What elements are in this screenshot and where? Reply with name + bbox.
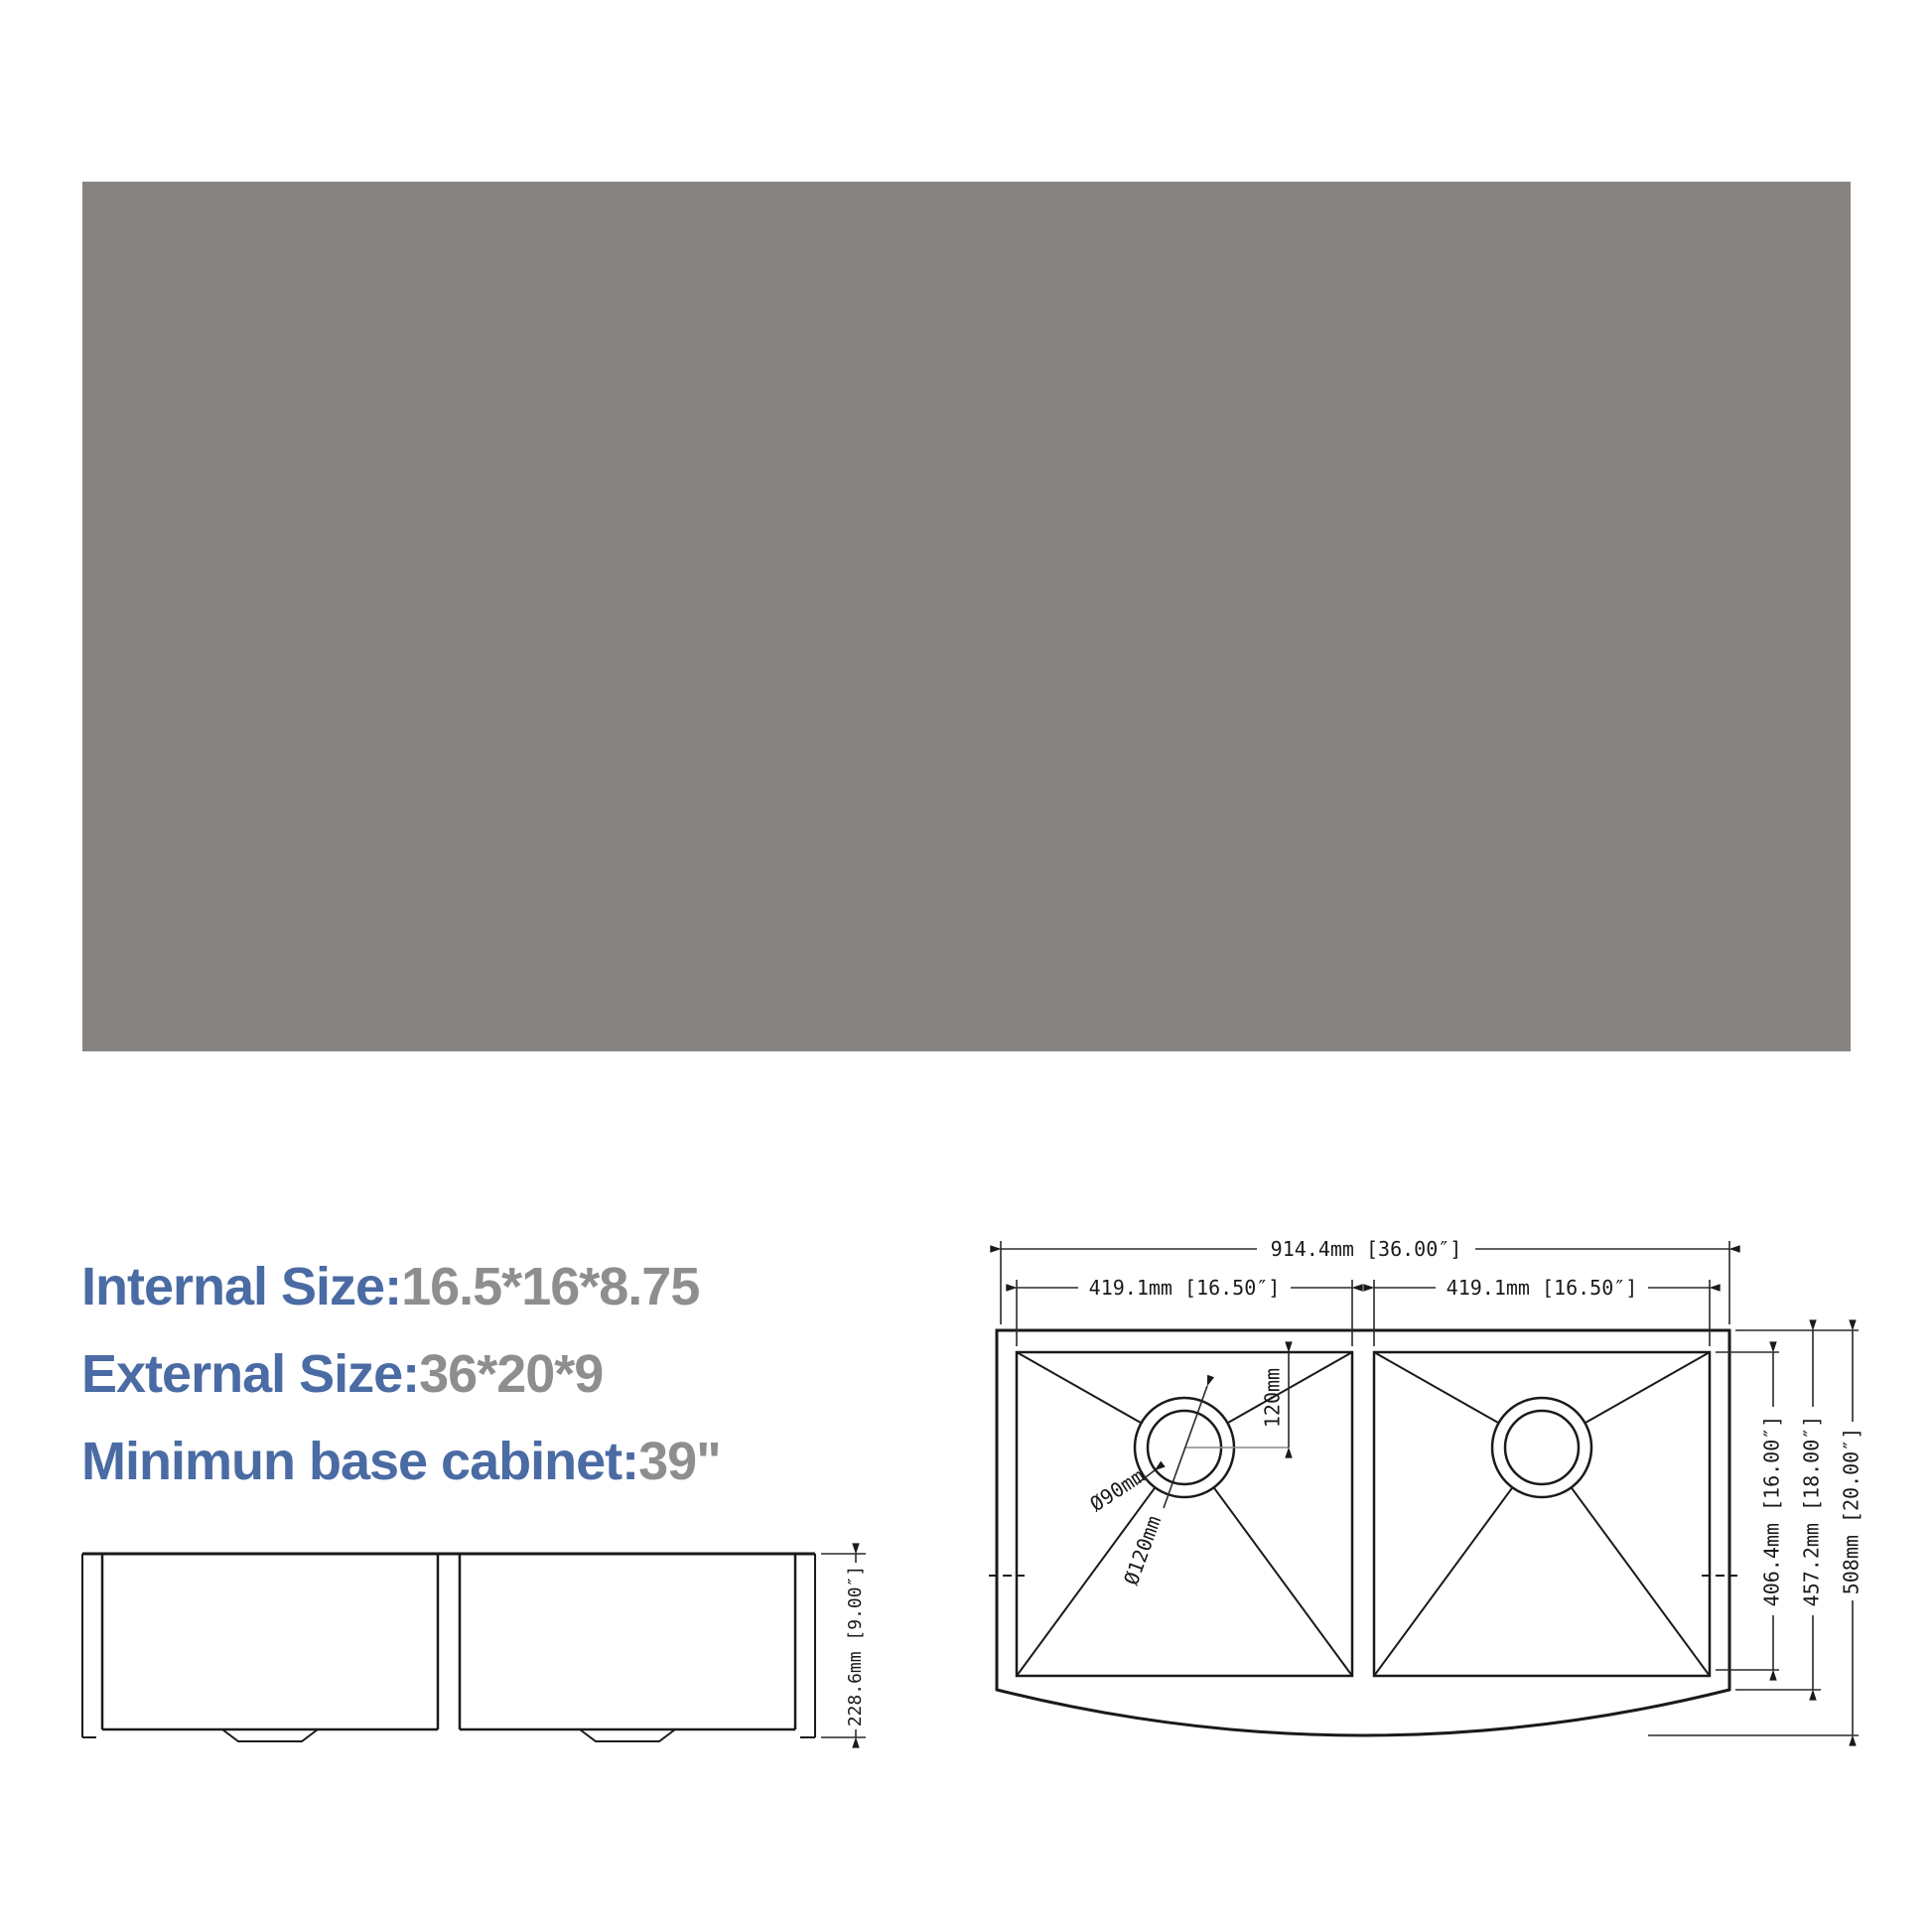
dim-overall-width: 914.4mm [36.00″] (1270, 1237, 1462, 1261)
dim-drain-inner: Ø90mm (1085, 1463, 1149, 1517)
spec-value: 36*20*9 (419, 1344, 604, 1404)
dim-drain-offset: 120mm (1260, 1367, 1285, 1429)
bowl-right (1374, 1352, 1710, 1676)
dim-bowl-front-to-back: 406.4mm [16.00″] (1759, 1415, 1784, 1607)
top-view-drawing (989, 1237, 1863, 1735)
spec-value: 16.5*16*8.75 (401, 1257, 700, 1316)
drain-right-outer (1492, 1398, 1591, 1497)
dim-drain-outer: Ø120mm (1118, 1512, 1167, 1588)
dim-body-front-to-back: 457.2mm [18.00″] (1799, 1415, 1824, 1607)
spec-value: 39" (638, 1432, 721, 1491)
bowl-left (1017, 1352, 1352, 1676)
side-view-drawing (82, 1554, 866, 1741)
drain-right-inner (1505, 1411, 1579, 1484)
dim-side-height: 228.6mm [9.00″] (845, 1565, 866, 1727)
dim-overall-front-to-back: 508mm [20.00″] (1839, 1427, 1863, 1595)
spec-label: Minimun base cabinet: (81, 1432, 639, 1491)
spec-label: Internal Size: (81, 1257, 402, 1316)
drain-fitting-right (580, 1729, 675, 1741)
spec-label: External Size: (81, 1344, 420, 1404)
dim-left-bowl-width: 419.1mm [16.50″] (1088, 1276, 1281, 1300)
dim-right-bowl-width: 419.1mm [16.50″] (1446, 1276, 1638, 1300)
drain-fitting-left (222, 1729, 318, 1741)
